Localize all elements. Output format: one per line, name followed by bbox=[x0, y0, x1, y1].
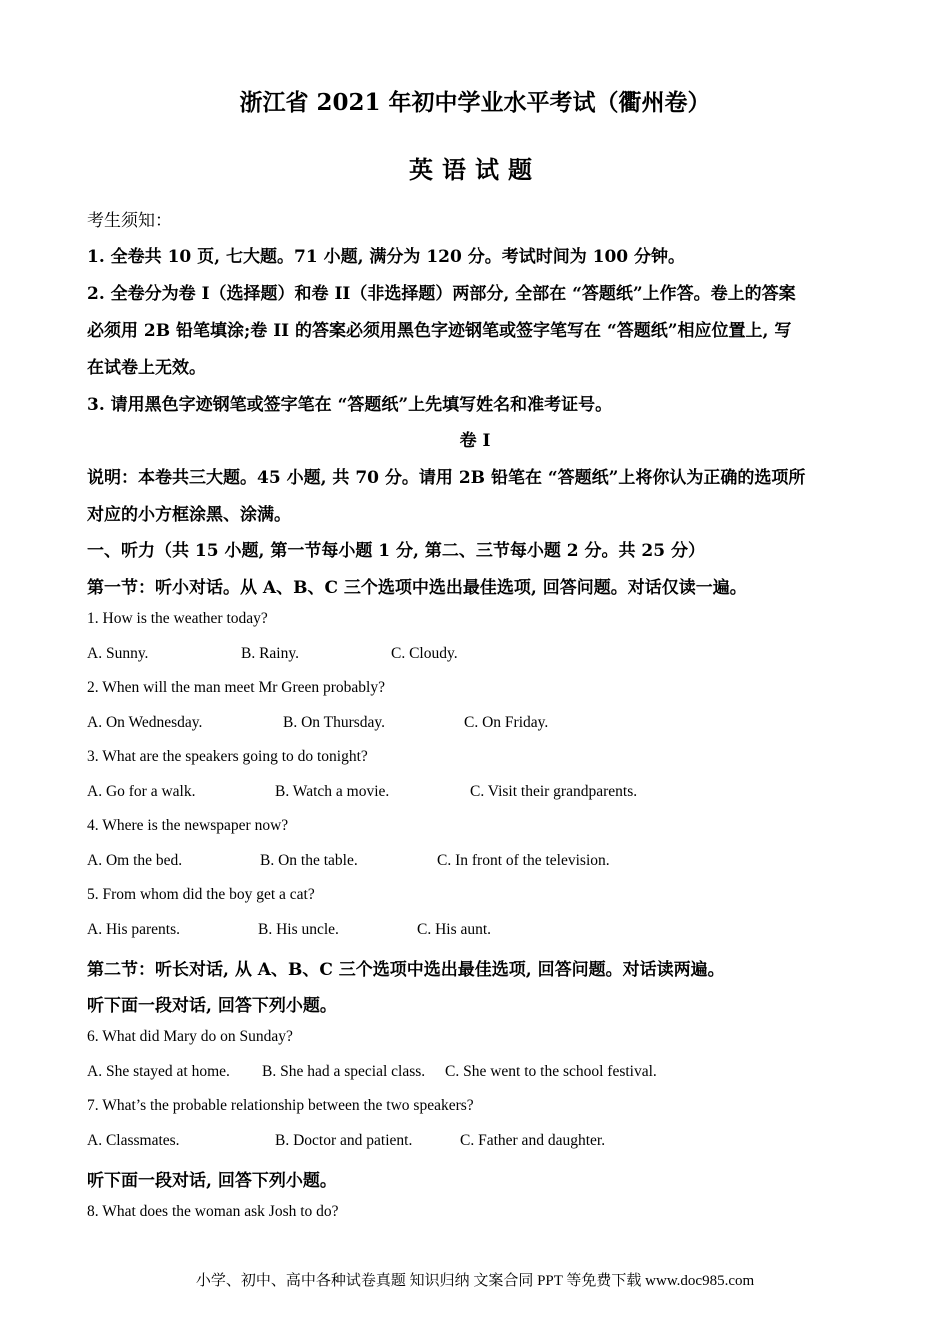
question-2: 2. When will the man meet Mr Green probably? bbox=[87, 679, 385, 696]
exam-subtitle: 英语试题 bbox=[409, 155, 541, 184]
question-5-option-a: A. His parents. bbox=[87, 921, 180, 938]
dialogue-instruction-2: 听下面一段对话, 回答下列小题。 bbox=[87, 1171, 337, 1191]
part-2-heading: 第二节：听长对话, 从 A、B、C 三个选项中选出最佳选项, 回答问题。对话读两遍。 bbox=[87, 960, 725, 980]
question-7: 7. What’s the probable relationship between the two speakers? bbox=[87, 1097, 474, 1114]
question-4-option-b: B. On the table. bbox=[260, 852, 358, 869]
question-1-option-a: A. Sunny. bbox=[87, 645, 149, 662]
notice-item-2-line-2: 必须用 2B 铅笔填涂;卷 II 的答案必须用黑色字迹钢笔或签字笔写在 “答题纸”相应位置上, 写 bbox=[87, 321, 792, 341]
question-1-option-c: C. Cloudy. bbox=[391, 645, 458, 662]
question-2-option-c: C. On Friday. bbox=[464, 714, 549, 731]
notice-heading: 考生须知： bbox=[87, 211, 172, 231]
question-4: 4. Where is the newspaper now? bbox=[87, 817, 289, 834]
question-2-option-a: A. On Wednesday. bbox=[87, 714, 203, 731]
question-5-option-c: C. His aunt. bbox=[417, 921, 492, 938]
question-7-option-c: C. Father and daughter. bbox=[460, 1132, 606, 1149]
volume-desc-line-2: 对应的小方框涂黑、涂满。 bbox=[87, 505, 291, 525]
question-3-option-a: A. Go for a walk. bbox=[87, 783, 196, 800]
question-3: 3. What are the speakers going to do tonight? bbox=[87, 748, 368, 765]
dialogue-instruction-1: 听下面一段对话, 回答下列小题。 bbox=[87, 996, 337, 1016]
question-6-option-a: A. She stayed at home. bbox=[87, 1063, 230, 1080]
question-7-option-b: B. Doctor and patient. bbox=[275, 1132, 413, 1149]
notice-item-2-line-3: 在试卷上无效。 bbox=[87, 358, 206, 378]
question-3-option-b: B. Watch a movie. bbox=[275, 783, 390, 800]
question-8: 8. What does the woman ask Josh to do? bbox=[87, 1203, 339, 1220]
question-6-option-c: C. She went to the school festival. bbox=[445, 1063, 657, 1080]
part-1-heading: 第一节：听小对话。从 A、B、C 三个选项中选出最佳选项, 回答问题。对话仅读一遍。 bbox=[87, 578, 747, 598]
notice-item-2-line-1: 2. 全卷分为卷 I（选择题）和卷 II（非选择题）两部分, 全部在 “答题纸”上作答。卷上的答案 bbox=[87, 284, 796, 304]
question-7-option-a: A. Classmates. bbox=[87, 1132, 180, 1149]
question-3-option-c: C. Visit their grandparents. bbox=[470, 783, 638, 800]
section-heading: 一、听力（共 15 小题, 第一节每小题 1 分, 第二、三节每小题 2 分。共 25 分） bbox=[87, 541, 705, 561]
question-6: 6. What did Mary do on Sunday? bbox=[87, 1028, 293, 1045]
question-2-option-b: B. On Thursday. bbox=[283, 714, 386, 731]
question-6-option-b: B. She had a special class. bbox=[262, 1063, 426, 1080]
exam-title: 浙江省 2021 年初中学业水平考试（衢州卷） bbox=[239, 89, 711, 116]
page-footer: 小学、初中、高中各种试卷真题 知识归纳 文案合同 PPT 等免费下载 www.doc985.com bbox=[195, 1273, 755, 1289]
notice-item-3: 3. 请用黑色字迹钢笔或签字笔在 “答题纸”上先填写姓名和准考证号。 bbox=[87, 395, 613, 415]
question-1-option-b: B. Rainy. bbox=[241, 645, 299, 662]
notice-item-1: 1. 全卷共 10 页, 七大题。71 小题, 满分为 120 分。考试时间为 100 分钟。 bbox=[87, 247, 686, 267]
question-1: 1. How is the weather today? bbox=[87, 610, 268, 627]
question-4-option-c: C. In front of the television. bbox=[437, 852, 610, 869]
question-4-option-a: A. Om the bed. bbox=[87, 852, 183, 869]
volume-label: 卷 I bbox=[459, 431, 491, 451]
volume-desc-line-1: 说明：本卷共三大题。45 小题, 共 70 分。请用 2B 铅笔在 “答题纸”上将你认为正确的选项所 bbox=[87, 468, 806, 488]
question-5: 5. From whom did the boy get a cat? bbox=[87, 886, 315, 903]
question-5-option-b: B. His uncle. bbox=[258, 921, 339, 938]
